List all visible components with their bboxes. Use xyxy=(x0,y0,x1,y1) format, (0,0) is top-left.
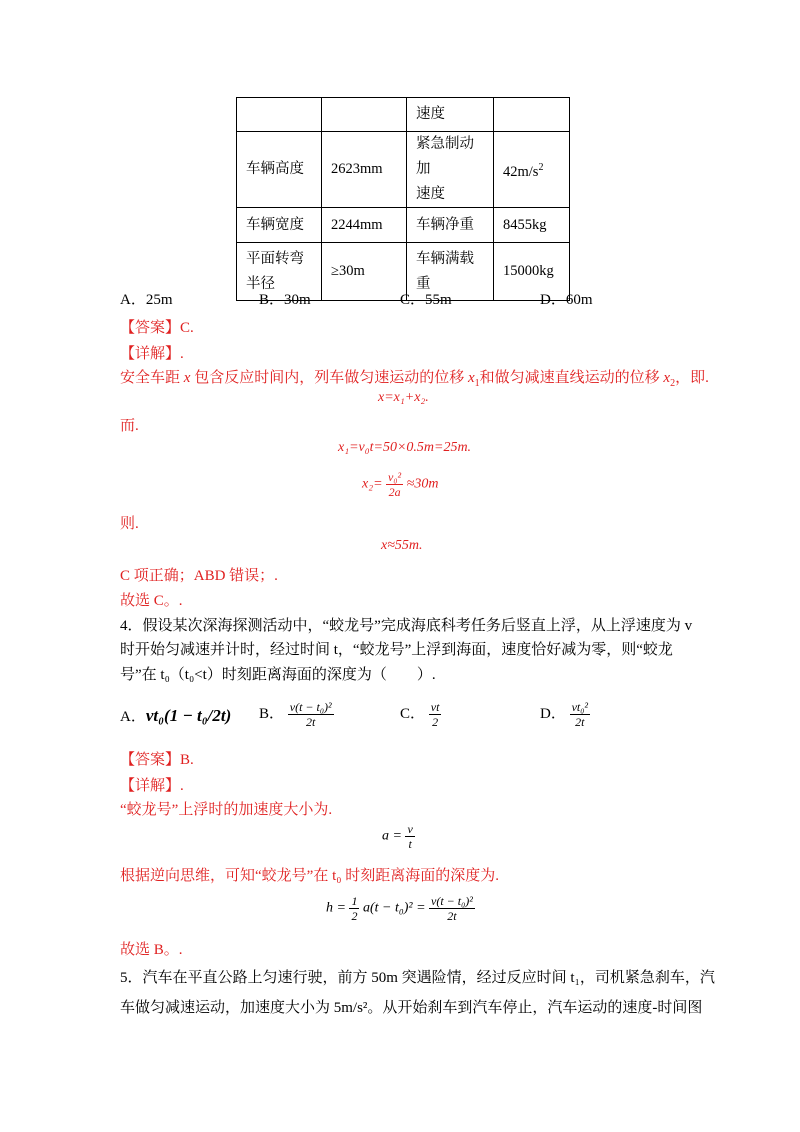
option-a xyxy=(120,705,231,726)
fraction xyxy=(349,894,359,923)
eq-lhs: x₂= xyxy=(362,476,383,492)
denominator: t xyxy=(408,837,412,851)
eq-rhs: ≈30m xyxy=(406,476,439,492)
table-cell xyxy=(407,132,494,208)
text: 和做匀减速直线运动的位移 xyxy=(479,370,664,386)
fraction xyxy=(429,894,475,923)
numerator: v(t − t₀)² xyxy=(431,894,473,908)
denominator: 2a xyxy=(388,485,401,499)
table-cell: 车辆净重 xyxy=(407,208,494,243)
table-cell: 8455kg xyxy=(494,208,570,243)
text: 包含反应时间内，列车做匀速运动的位移 xyxy=(190,370,468,386)
table-cell: 2623mm xyxy=(322,132,407,208)
option-a: A．25m xyxy=(120,292,173,308)
question-line: 时开始匀减速并计时，经过时间 t，“蛟龙号”上浮到海面，速度恰好减为零，则“蛟龙 xyxy=(120,642,673,658)
option-label: D． xyxy=(540,705,566,722)
cell-sup: 2 xyxy=(538,161,544,173)
table-row xyxy=(237,132,570,208)
cell-line: 半径 xyxy=(246,275,275,292)
explanation-line: 根据逆向思维，可知“蛟龙号”在 t₀ 时刻距离海面的深度为. xyxy=(120,868,499,884)
conclusion: C 项正确；ABD 错误；. xyxy=(120,568,278,584)
option-b: B．30m xyxy=(259,292,311,308)
table-cell xyxy=(322,98,407,132)
fraction xyxy=(386,470,403,499)
option-label: A． xyxy=(120,709,146,725)
fraction xyxy=(429,700,442,729)
numerator: vt xyxy=(430,700,440,714)
table-cell: 速度 xyxy=(407,98,494,132)
numerator: 1 xyxy=(351,894,358,908)
numerator: v(t − t₀)² xyxy=(289,700,332,714)
numerator: vt₀² xyxy=(571,700,589,714)
var: x xyxy=(183,370,191,386)
table-cell: 车辆高度 xyxy=(237,132,322,208)
cell-line: 紧急制动加 xyxy=(416,136,474,177)
denominator: 2 xyxy=(432,715,439,729)
option-d xyxy=(540,700,590,729)
denominator: 2t xyxy=(575,715,585,729)
text: ，即. xyxy=(675,370,709,386)
table-cell xyxy=(237,98,322,132)
numerator: v₀² xyxy=(388,470,402,484)
denominator: 2t xyxy=(447,909,457,923)
option-label: C． xyxy=(400,705,426,722)
equation-fraction xyxy=(382,822,415,851)
answer-label: 【答案】B. xyxy=(120,752,194,768)
question-line: 号”在 t₀（t₀<t）时刻距离海面的深度为（ ）. xyxy=(120,667,436,683)
equation: x≈55m. xyxy=(381,538,423,553)
choose: 故选 C。. xyxy=(120,593,183,609)
equation-fraction xyxy=(326,894,475,923)
table-row xyxy=(237,208,570,243)
option-d: D．60m xyxy=(540,292,593,308)
table-cell: ≥30m xyxy=(322,243,407,301)
text-ze: 则. xyxy=(120,516,139,532)
explanation-line: 安全车距 x 包含反应时间内，列车做匀速运动的位移 $x_1$和做匀减速直线运动的位移 $x_2$，即. xyxy=(120,370,709,389)
detail-label: 【详解】. xyxy=(120,778,184,794)
eq-lhs: a = xyxy=(382,828,402,844)
answer-label: 【答案】C. xyxy=(120,320,194,336)
cell-line: 速度 xyxy=(416,186,445,202)
eq-lhs: h = xyxy=(326,900,346,916)
question-line: 5．汽车在平直公路上匀速行驶，前方 50m 突遇险情，经过反应时间 t₁，司机紧急刹车，汽 xyxy=(120,970,715,986)
spec-table xyxy=(236,97,570,301)
explanation-line: “蛟龙号”上浮时的加速度大小为. xyxy=(120,802,333,818)
equation: x₁=v₀t=50×0.5m=25m. xyxy=(338,440,472,455)
cell-value: 42m/s xyxy=(503,163,539,180)
var: x xyxy=(467,370,475,386)
table-cell xyxy=(494,132,570,208)
equation: x=x₁+x₂. xyxy=(378,390,429,405)
denominator: 2 xyxy=(351,909,358,923)
option-c: C．55m xyxy=(400,292,452,308)
denominator: 2t xyxy=(306,715,316,729)
eq-mid: a(t − t₀)² = xyxy=(362,900,426,916)
detail-label: 【详解】. xyxy=(120,346,184,362)
fraction xyxy=(288,700,334,729)
fraction xyxy=(405,822,414,851)
table-cell: 车辆宽度 xyxy=(237,208,322,243)
equation-fraction xyxy=(362,470,438,499)
text-er: 而. xyxy=(120,418,139,434)
text: 安全车距 xyxy=(120,370,184,386)
question-line: 车做匀减速运动，加速度大小为 5m/s²。从开始刹车到汽车停止，汽车运动的速度-时间图 xyxy=(120,1000,703,1016)
option-expr: vt₀(1 − t₀/2t) xyxy=(145,706,232,725)
table-row xyxy=(237,98,570,132)
numerator: v xyxy=(407,822,413,836)
option-label: B． xyxy=(259,705,285,722)
choose: 故选 B。. xyxy=(120,942,183,958)
question-line: 4．假设某次深海探测活动中，“蛟龙号”完成海底科考任务后竖直上浮，从上浮速度为 v xyxy=(120,618,693,634)
table-cell xyxy=(494,98,570,132)
var: x xyxy=(663,370,671,386)
table-cell: 2244mm xyxy=(322,208,407,243)
table-cell: 15000kg xyxy=(494,243,570,301)
table-cell: 车辆满载重 xyxy=(407,243,494,301)
option-b xyxy=(259,700,334,729)
option-c xyxy=(400,700,441,729)
cell-line: 平面转弯 xyxy=(246,250,304,267)
fraction xyxy=(570,700,590,729)
